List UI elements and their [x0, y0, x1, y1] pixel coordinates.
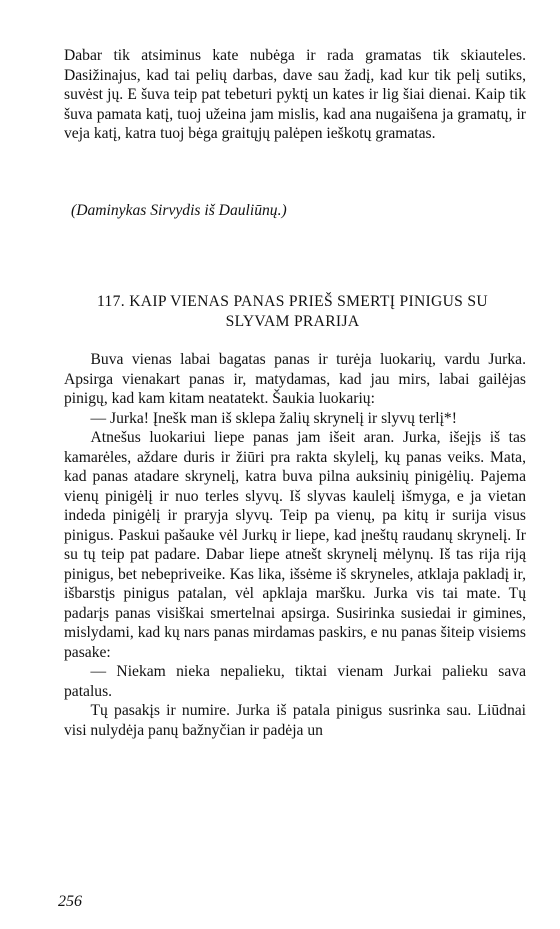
top-paragraph-block — [64, 46, 526, 144]
tale-paragraph: — Jurka! Įnešk man iš sklepa žalių skrynelį ir slyvų terlį*! — [90, 409, 457, 427]
tale-paragraph: — Niekam nieka nepalieku, tiktai vienam Jurkai palieku sava patalus. — [64, 663, 526, 700]
page-number: 256 — [58, 893, 82, 910]
tale-paragraph: Buva vienas labai bagatas panas ir turėja luokarių, vardu Jurka. Apsirga vienakart panas ir, matydamas, kad jau mirs, labai gailėjas pinigų, kad kam kitam neatatekt. Šaukia luokarių: — [64, 351, 526, 407]
tale-body — [64, 350, 526, 740]
tale-paragraph: Atnešus luokariui liepe panas jam išeit aran. Jurka, išejįs iš tas kamarėles, aždare duris ir žiūri pra rakta skylelį, kų panas veiks. Mata, kad panas atadare skrynelį, katra buva pilna auksinių pinigėlių. Pajema vienų pinigėlį ir nuo terles slyvų. Iš slyvas kaulelį išmyga, e ja vietan indeda pinigėlį ir praryja slyvų. Teip pa vienų, pa kitų ir surija visus pinigus. Paskui pašauke vėl Jurkų ir liepe, kad įneštų raudanų skrynelį. Ir su tų teip pat padare. Dabar liepe atnešt skrynelį mėlynų. Iš tas rija riją pinigus, bet nebepriveike. Kas lika, išsėme iš skryneles, atklaja pakladį ir, išbarstįs pinigus patalan, vėl apklaja maršku. Jurka vis tai mate. Tų padarįs panas visiškai smertelnai apsirga. Susirinka susiedai ir gimines, mislydami, kad kų nars panas mirdamas paskirs, e nu panas šiteip visiems pasake: — [64, 429, 526, 661]
tale-paragraph: Tų pasakįs ir numire. Jurka iš patala pinigus susrinka sau. Liūdnai visi nulydėja panų bažnyčian ir padėja un — [64, 702, 526, 739]
top-paragraph: Dabar tik atsiminus kate nubėga ir rada gramatas tik skiauteles. Dasižinajus, kad tai pelių darbas, dave sau žadį, kad kur tik pelį sutiks, suvėst jų. E šuva teip pat tebeturi pyktį un kates ir lig šiai dienai. Kaip tik šuva pamata katį, tuoj užeina jam mislis, kad ana nugaišena ja gramatų, ir veja katį, katra tuoj bėga graitųjų palėpen ieškotų gramatas. — [64, 47, 526, 142]
narrator-signature: (Daminykas Sirvydis iš Dauliūnų.) — [71, 202, 287, 219]
tale-title: 117. KAIP VIENAS PANAS PRIEŠ SMERTĮ PINIGUS SU SLYVAM PRARIJA — [97, 293, 488, 330]
